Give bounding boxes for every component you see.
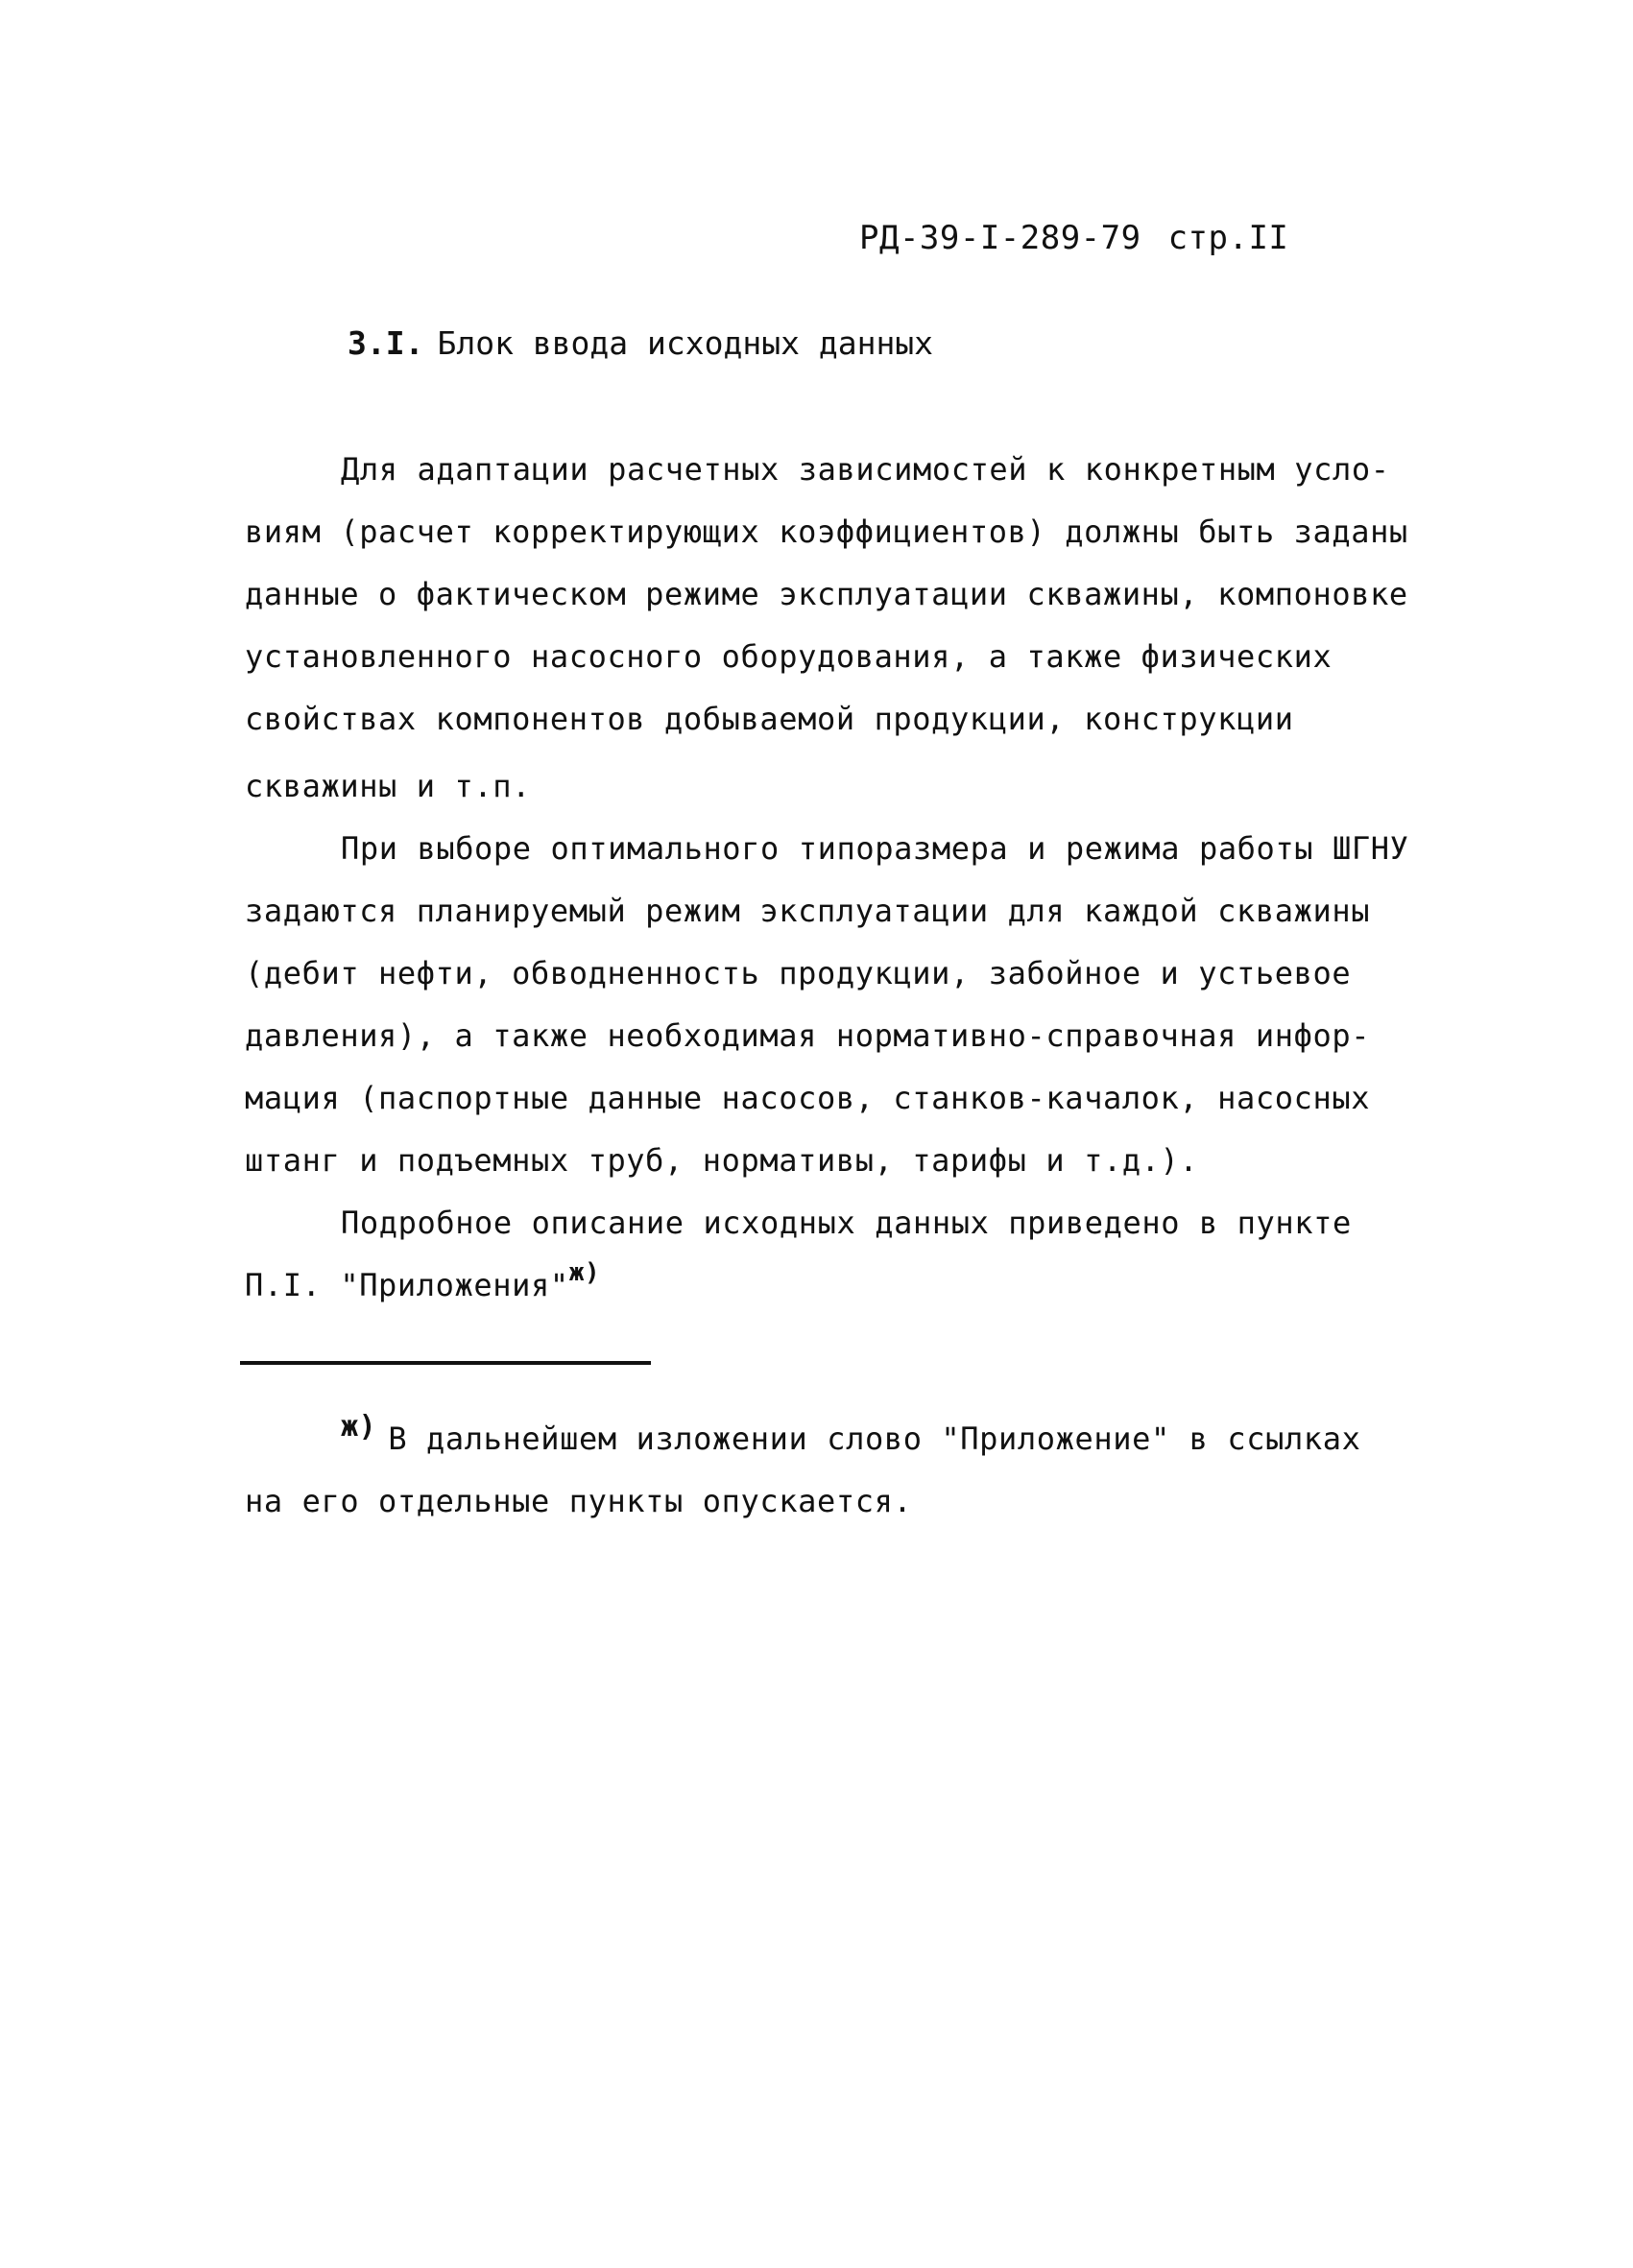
paragraph-line: свойствах компонентов добываемой продукции, конструкции [245, 701, 1294, 737]
paragraph-line: штанг и подъемных труб, нормативы, тарифы и т.д.). [245, 1142, 1199, 1179]
document-code: РД-39-I-289-79 [859, 219, 1141, 257]
section-title: Блок ввода исходных данных [437, 324, 934, 362]
paragraph-line: (дебит нефти, обводненность продукции, забойное и устьевое [245, 955, 1352, 991]
paragraph-line: виям (расчет корректирующих коэффициентов) должны быть заданы [245, 513, 1408, 550]
paragraph-line: При выборе оптимального типоразмера и режима работы ШГНУ [341, 830, 1409, 867]
paragraph-line: Для адаптации расчетных зависимостей к конкретным усло- [341, 451, 1390, 488]
page-number: стр.II [1167, 219, 1289, 257]
footnote-reference-mark: ж) [568, 1258, 601, 1287]
paragraph-line-with-footnote-ref [245, 1258, 601, 1303]
footnote-divider [240, 1361, 651, 1365]
paragraph-line: давления), а также необходимая нормативно-справочная инфор- [245, 1017, 1371, 1054]
paragraph-line: мация (паспортные данные насосов, станков-качалок, насосных [245, 1080, 1371, 1116]
appendix-reference: П.I. "Приложения" [245, 1267, 569, 1303]
footnote-line: на его отдельные пункты опускается. [245, 1483, 913, 1519]
paragraph-line: скважины и т.п. [245, 768, 531, 804]
footnote-mark: ж) [341, 1410, 377, 1444]
section-number: 3.I. [348, 324, 424, 362]
paragraph-line: задаются планируемый режим эксплуатации для каждой скважины [245, 893, 1371, 929]
section-heading [348, 324, 933, 362]
paragraph-line: установленного насосного оборудования, а также физических [245, 638, 1333, 675]
paragraph-line: Подробное описание исходных данных приведено в пункте [341, 1205, 1352, 1241]
footnote-text: В дальнейшем изложении слово "Приложение" в ссылках [388, 1420, 1361, 1457]
footnote-line [341, 1410, 1361, 1457]
paragraph-line: данные о фактическом режиме эксплуатации скважины, компоновке [245, 576, 1408, 612]
page-header [859, 219, 1288, 257]
